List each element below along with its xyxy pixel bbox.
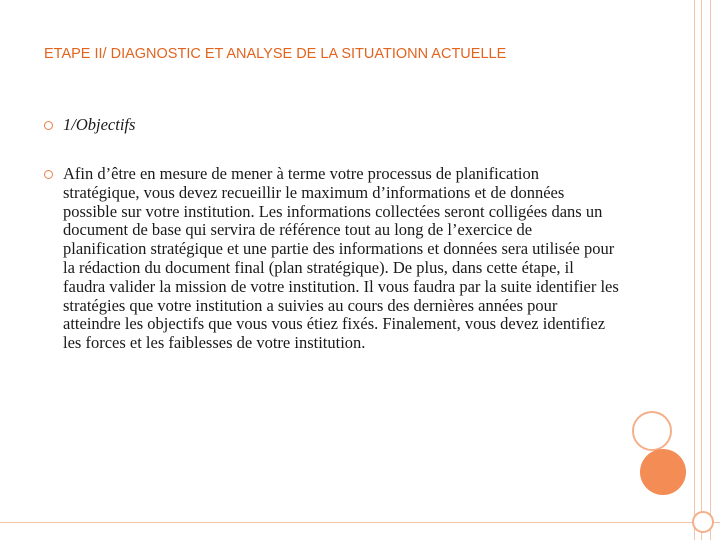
decorative-line (710, 0, 711, 540)
decorative-circle (640, 449, 686, 495)
decorative-circle (692, 511, 714, 533)
decorative-circle (632, 411, 672, 451)
bullet-item (44, 116, 624, 135)
slide-title: ETAPE II/ DIAGNOSTIC ET ANALYSE DE LA SITUATIONN ACTUELLE (44, 46, 507, 62)
bullet-circle-icon (44, 170, 53, 179)
bullet-item (44, 165, 624, 353)
bullet-circle-icon (44, 121, 53, 130)
bullet-text: Afin d’être en mesure de mener à terme votre processus de planification stratégique, vous devez recueillir le maximum d’informations et de données possible sur votre institution. Les informations collectées seront colligées dans un document de base qui servira de référence tout au long de l’exercice de planification stratégique et une partie des informations et données sera utilisée pour la rédaction du document final (plan stratégique). De plus, dans cette étape, il faudra valider la mission de votre institution. Il vous faudra par la suite identifier les stratégies que votre institution a suivies au cours des dernières années pour atteindre les objectifs que vous vous étiez fixés. Finalement, vous devez identifiez les forces et les faiblesses de votre institution. (63, 164, 619, 353)
bullet-text: 1/Objectifs (63, 115, 136, 134)
decorative-line (694, 0, 695, 540)
decorative-line (0, 522, 720, 523)
decorative-line (701, 0, 702, 540)
